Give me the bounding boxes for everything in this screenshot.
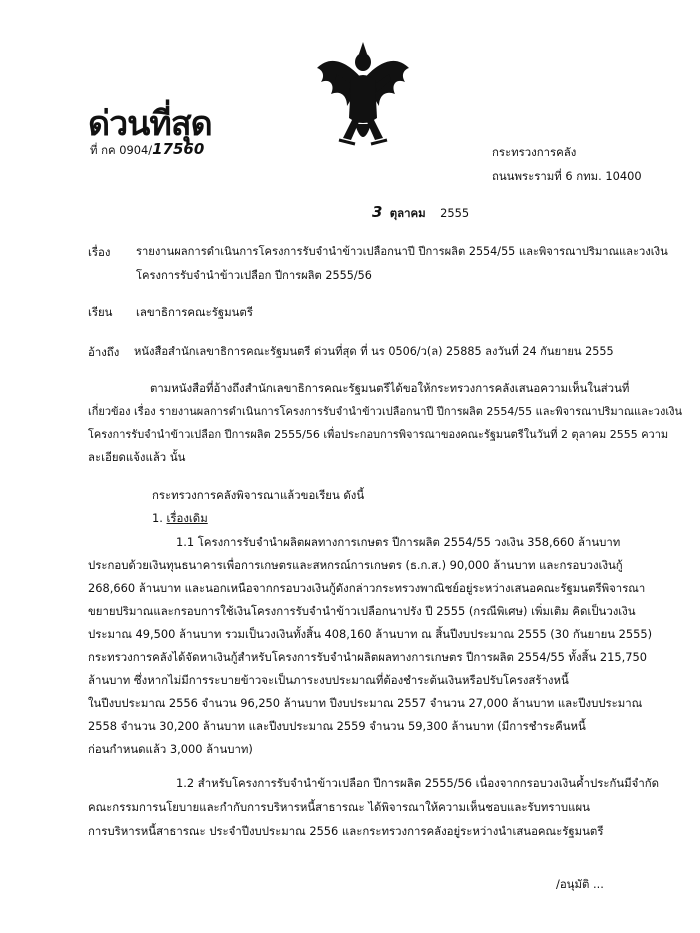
date-day-handwritten: 3 [372, 203, 383, 221]
para1-line-2: เกี่ยวข้อง เรื่อง รายงานผลการดำเนินการโครงการรับจำนำข้าวเปลือกนาปี ปีการผลิต 2554/55 และพิจารณาปริมาณและวงเงิน [88, 405, 682, 418]
para-1-1-line-7: ล้านบาท ซึ่งหากไม่มีการระบายข้าวจะเป็นภาระงบประมาณที่ต้องชำระต้นเงินหรือปรับโครงสร้างหนี้ [88, 673, 569, 687]
date-year: 2555 [440, 206, 470, 220]
reference-label: อ้างถึง [88, 345, 120, 359]
to-label: เรียน [88, 305, 113, 319]
para-1-1-line-10: ก่อนกำหนดแล้ว 3,000 ล้านบาท) [88, 742, 253, 756]
para-1-1-line-4: ขยายปริมาณและกรอบการใช้เงินโครงการรับจำนำข้าวเปลือกนาปรัง ปี 2555 (กรณีพิเศษ) เพิ่มเติม คิดเป็นวงเงิน [88, 604, 636, 618]
para-1-1-line-3: 268,660 ล้านบาท และนอกเหนือจากกรอบวงเงินกู้ดังกล่าวกระทรวงพาณิชย์อยู่ระหว่างเสนอคณะรัฐมนตรีพิจารณา [88, 581, 646, 595]
para-1-1-line-5: ประมาณ 49,500 ล้านบาท รวมเป็นวงเงินทั้งสิ้น 408,160 ล้านบาท ณ สิ้นปีงบประมาณ 2555 (30 กันยายน 2555) [88, 627, 653, 641]
document-number-handwritten: 17560 [152, 140, 205, 158]
reference-value: หนังสือสำนักเลขาธิการคณะรัฐมนตรี ด่วนที่สุด ที่ นร 0506/ว(ล) 25885 ลงวันที่ 24 กันยายน 2555 [134, 345, 614, 358]
section-1-heading [152, 507, 208, 530]
garuda-emblem-icon [313, 40, 413, 160]
para-1-1-line-8: ในปีงบประมาณ 2556 จำนวน 96,250 ล้านบาท ปีงบประมาณ 2557 จำนวน 27,000 ล้านบาท และปีงบประมาณ [88, 696, 643, 710]
para-1-1-line-1: 1.1 โครงการรับจำนำผลิตผลทางการเกษตร ปีการผลิต 2554/55 วงเงิน 358,660 ล้านบาท [176, 535, 621, 549]
ministry-address: ถนนพระรามที่ 6 กทม. 10400 [492, 169, 642, 183]
para-1-1-line-9: 2558 จำนวน 30,200 ล้านบาท และปีงบประมาณ 2559 จำนวน 59,300 ล้านบาท (มีการชำระคืนหนี้ [88, 719, 586, 733]
continued-marker: /อนุมัติ ... [556, 877, 604, 891]
section-1-title: เรื่องเดิม [166, 511, 208, 525]
para-1-2-line-3: การบริหารหนี้สาธารณะ ประจำปีงบประมาณ 2556 และกระทรวงการคลังอยู่ระหว่างนำเสนอคณะรัฐมนตรี [88, 824, 604, 838]
subject-line-2: โครงการรับจำนำข้าวเปลือก ปีการผลิต 2555/56 [136, 269, 372, 282]
urgent-stamp: ด่วนที่สุด [88, 104, 212, 144]
document-number [90, 140, 204, 160]
document-number-prefix: ที่ กค 0904/ [90, 143, 153, 157]
para1-line-4: ละเอียดแจ้งแล้ว นั้น [88, 450, 186, 464]
document-date [372, 200, 469, 225]
para1-line-3: โครงการรับจำนำข้าวเปลือก ปีการผลิต 2555/56 เพื่อประกอบการพิจารณาของคณะรัฐมนตรีในวันที่ 2 ตุลาคม 2555 ความ [88, 428, 669, 441]
subject-line-1: รายงานผลการดำเนินการโครงการรับจำนำข้าวเปลือกนาปี ปีการผลิต 2554/55 และพิจารณาปริมาณและวงเงิน [136, 245, 668, 258]
ministry-name: กระทรวงการคลัง [492, 145, 577, 159]
section-1-number: 1. [152, 511, 163, 525]
subject-label: เรื่อง [88, 245, 111, 259]
para-1-1-line-2: ประกอบด้วยเงินทุนธนาคารเพื่อการเกษตรและสหกรณ์การเกษตร (ธ.ก.ส.) 90,000 ล้านบาท และกรอบวงเงินกู้ [88, 558, 623, 572]
para-1-2-line-1: 1.2 สำหรับโครงการรับจำนำข้าวเปลือก ปีการผลิต 2555/56 เนื่องจากกรอบวงเงินค้ำประกันมีจำกัด [176, 776, 660, 790]
para-1-1-line-6: กระทรวงการคลังได้จัดหาเงินกู้สำหรับโครงการรับจำนำผลิตผลทางการเกษตร ปีการผลิต 2554/55 ทั้งสิ้น 215,750 [88, 650, 647, 664]
para-1-2-line-2: คณะกรรมการนโยบายและกำกับการบริหารหนี้สาธารณะ ได้พิจารณาให้ความเห็นชอบและรับทราบแผน [88, 800, 590, 814]
para1-line-1: ตามหนังสือที่อ้างถึงสำนักเลขาธิการคณะรัฐมนตรีได้ขอให้กระทรวงการคลังเสนอความเห็นในส่วนที่ [150, 381, 630, 395]
date-month: ตุลาคม [389, 206, 426, 220]
intro-line: กระทรวงการคลังพิจารณาแล้วขอเรียน ดังนี้ [152, 488, 365, 502]
to-value: เลขาธิการคณะรัฐมนตรี [136, 305, 253, 319]
